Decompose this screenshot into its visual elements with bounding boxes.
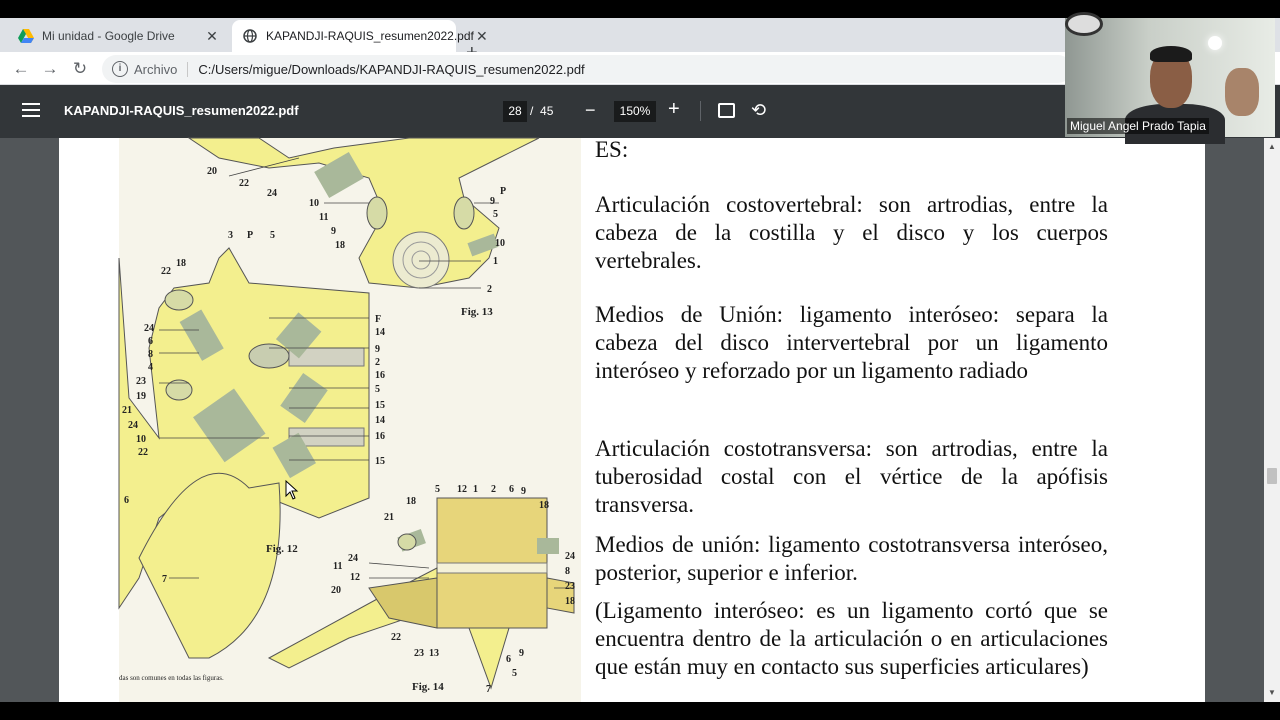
- figure-label: 21: [384, 512, 394, 523]
- figure-label: 5: [435, 484, 440, 495]
- pdf-filename: KAPANDJI-RAQUIS_resumen2022.pdf: [64, 103, 299, 118]
- bottom-black-strip: [0, 702, 1280, 720]
- figure-label: 15: [375, 400, 385, 411]
- figure-label: 1: [493, 256, 498, 267]
- figure-label: P: [500, 186, 507, 197]
- presenter-hair: [1150, 46, 1192, 62]
- figure-label: 18: [539, 500, 549, 511]
- figure-label: 24: [144, 323, 154, 334]
- figure-label: 16: [375, 431, 385, 442]
- figure-label: 7: [486, 684, 491, 695]
- figure-label: 24: [128, 420, 138, 431]
- url-text[interactable]: C:/Users/migue/Downloads/KAPANDJI-RAQUIS_resumen2022.pdf: [198, 61, 585, 77]
- paragraph: (Ligamento interóseo: es un ligamento cortó que se encuentra dentro de la articulación o en articulaciones que están muy en contacto sus superficies articulares): [595, 598, 1108, 679]
- figure-label: 11: [319, 212, 329, 223]
- figure-label: 11: [333, 561, 343, 572]
- paragraph: Medios de Unión: ligamento interóseo: separa la cabeza del disco intervertebral por un ligamento interóseo y reforzado por un ligamento radiado: [595, 302, 1108, 383]
- figure-label: 8: [565, 566, 570, 577]
- page-count: [530, 104, 553, 118]
- figure-label: 24: [348, 553, 358, 564]
- wall-clock: [1065, 12, 1103, 36]
- close-icon[interactable]: ✕: [476, 27, 488, 44]
- figure-label: 22: [391, 632, 401, 643]
- paragraph: Articulación costotransversa: son artrodias, entre la tuberosidad costal con el vértice de la apófisis transversa.: [595, 436, 1108, 517]
- figure-label: 8: [148, 349, 153, 360]
- figure-label: 14: [375, 327, 385, 338]
- scheme-label: Archivo: [134, 62, 188, 77]
- figure-label: 12: [350, 572, 360, 583]
- figure-label: 9: [490, 196, 495, 207]
- figure-label: P: [247, 230, 254, 241]
- figure-label: 21: [122, 405, 132, 416]
- figure-label: F: [375, 314, 382, 325]
- webcam-overlay: [1065, 18, 1275, 137]
- figure-label: 18: [335, 240, 345, 251]
- figure-label: 9: [519, 648, 524, 659]
- figure-caption: Fig. 13: [461, 306, 493, 318]
- reload-icon[interactable]: ↻: [72, 59, 88, 78]
- figure-label: 10: [309, 198, 319, 209]
- figure-caption: Fig. 14: [412, 681, 444, 693]
- figure-label: 23: [136, 376, 146, 387]
- figure-caption: Fig. 12: [266, 543, 298, 555]
- page-number-input[interactable]: 28: [503, 101, 527, 122]
- figure-label: 2: [487, 284, 492, 295]
- tab-title: KAPANDJI-RAQUIS_resumen2022.pdf: [266, 29, 474, 43]
- figure-label: 16: [375, 370, 385, 381]
- globe-icon: [242, 28, 258, 44]
- toolbar-divider: [700, 101, 701, 121]
- figure-label: 5: [512, 668, 517, 679]
- figure-label: 5: [270, 230, 275, 241]
- figure-label: 22: [239, 178, 249, 189]
- paragraph: Articulación costovertebral: son artrodias, entre la cabeza de la costilla y el disco y los cuerpos vertebrales.: [595, 192, 1108, 273]
- figure-label: 23: [565, 581, 575, 592]
- fit-to-page-icon[interactable]: [718, 103, 735, 118]
- figure-label: 15: [375, 456, 385, 467]
- heading-fragment: ES:: [595, 137, 629, 162]
- tab-pdf[interactable]: [232, 20, 488, 52]
- figure-label: 5: [375, 384, 380, 395]
- figure-label: 9: [521, 486, 526, 497]
- hamburger-menu-icon[interactable]: [22, 103, 40, 117]
- mouse-cursor-icon: [285, 480, 299, 500]
- figure-label: 20: [207, 166, 217, 177]
- figure-label: 20: [331, 585, 341, 596]
- close-icon[interactable]: ✕: [206, 27, 218, 44]
- pdf-page: [59, 138, 1205, 702]
- figure-label: 18: [176, 258, 186, 269]
- figure-label: 9: [331, 226, 336, 237]
- page-separator: /: [530, 104, 534, 118]
- paragraph: Medios de unión: ligamento costotransversa interóseo, posterior, superior e inferior.: [595, 532, 1108, 585]
- figure-label: 24: [267, 188, 277, 199]
- forward-arrow-icon[interactable]: →: [41, 59, 59, 78]
- figure-label: 5: [493, 209, 498, 220]
- figure-label: 1: [473, 484, 478, 495]
- figure-label: 13: [429, 648, 439, 659]
- figure-label: 3: [228, 230, 233, 241]
- scrollbar-thumb[interactable]: [1267, 468, 1277, 484]
- scroll-up-icon[interactable]: ▲: [1268, 142, 1276, 151]
- figure-label: 22: [138, 447, 148, 458]
- vertical-scrollbar[interactable]: [1264, 138, 1280, 702]
- figure-label: 6: [148, 336, 153, 347]
- figure-label: 19: [136, 391, 146, 402]
- figure-label: 4: [148, 362, 153, 373]
- figure-labels: [119, 138, 581, 702]
- rotate-icon[interactable]: ⟲: [751, 100, 767, 120]
- figure-label: 18: [406, 496, 416, 507]
- info-icon[interactable]: i: [112, 61, 128, 77]
- figure-label: 6: [506, 654, 511, 665]
- figure-label: 14: [375, 415, 385, 426]
- zoom-in-icon[interactable]: +: [668, 98, 680, 120]
- figure-label: 22: [161, 266, 171, 277]
- scroll-down-icon[interactable]: ▼: [1268, 688, 1276, 697]
- total-pages: 45: [540, 104, 554, 118]
- figure-footnote: das son comunes en todas las figuras.: [119, 674, 224, 682]
- figure-label: 7: [162, 574, 167, 585]
- figure-label: 6: [124, 495, 129, 506]
- figure-label: 2: [375, 357, 380, 368]
- figure-label: 24: [565, 551, 575, 562]
- tab-google-drive[interactable]: [8, 20, 230, 52]
- back-arrow-icon[interactable]: ←: [12, 59, 30, 78]
- zoom-out-icon[interactable]: −: [585, 100, 596, 120]
- figure-label: 18: [565, 596, 575, 607]
- light-glare: [1208, 36, 1222, 50]
- zoom-input[interactable]: 150%: [614, 101, 656, 122]
- figure-label: 9: [375, 344, 380, 355]
- figure-label: 23: [414, 648, 424, 659]
- figure-label: 10: [495, 238, 505, 249]
- omnibox[interactable]: [102, 55, 1072, 83]
- tab-title: Mi unidad - Google Drive: [42, 29, 175, 43]
- google-drive-icon: [18, 28, 34, 44]
- figure-label: 12: [457, 484, 467, 495]
- figure-label: 2: [491, 484, 496, 495]
- anatomy-figure: [119, 138, 581, 702]
- figure-label: 6: [509, 484, 514, 495]
- presenter-hand: [1225, 68, 1259, 116]
- figure-label: 10: [136, 434, 146, 445]
- pdf-viewport[interactable]: [0, 138, 1264, 702]
- participant-name: Miguel Angel Prado Tapia: [1067, 118, 1209, 134]
